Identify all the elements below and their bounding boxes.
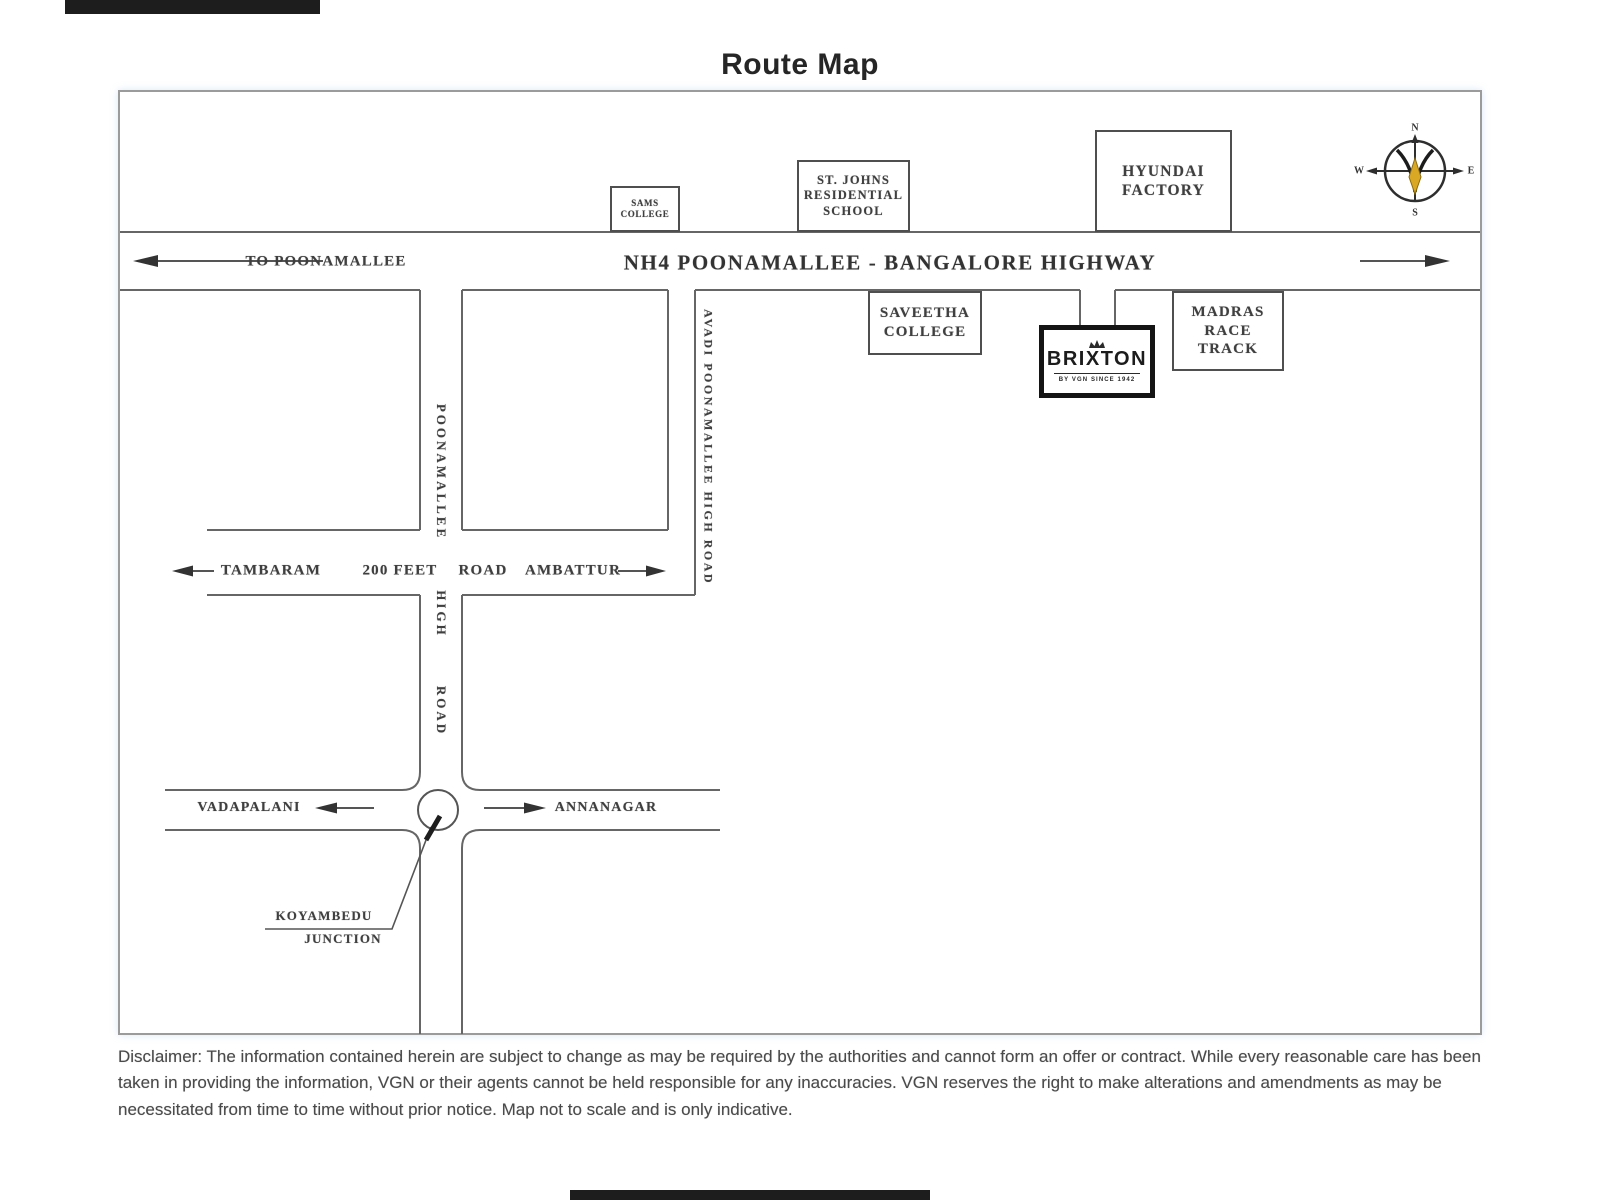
avadi-road-label: AVADI POONAMALLEE HIGH ROAD (701, 308, 716, 586)
annanagar-label: ANNANAGAR (554, 800, 658, 815)
race-track-line1: MADRAS (1191, 303, 1265, 320)
sams-college-line1: SAMS (631, 197, 659, 208)
st-johns-line2: RESIDENTIAL (803, 188, 904, 203)
compass-west-label: W (1354, 165, 1364, 177)
saveetha-line1: SAVEETHA (879, 305, 971, 322)
disclaimer-text: Disclaimer: The information contained herein are subject to change as may be required by the authorities and cannot form an offer or contract. While every reasonable care has been taken in providing the information, VGN or their agents cannot be held responsible for any inaccuracies. VGN reserves the right to make alterations and amendments as may be necessitated from time to time without prior notice. Map not to scale and is only indicative. (118, 1047, 1481, 1119)
st-johns-line3: SCHOOL (823, 203, 884, 218)
crown-icon (1088, 340, 1106, 348)
poonamallee-high-road-lines (165, 290, 720, 1034)
brixton-logo-box (1039, 325, 1155, 398)
koyambedu-label-line1: KOYAMBEDU (275, 908, 373, 923)
highway-name-label: NH4 POONAMALLEE - BANGALORE HIGHWAY (623, 250, 1157, 275)
saveetha-line2: COLLEGE (883, 324, 967, 340)
st-johns-school-box (797, 160, 910, 232)
poonamallee-high-road-word3: ROAD (434, 685, 449, 737)
madras-race-track-box (1172, 291, 1284, 371)
poonamallee-high-road-word1: POONAMALLEE (434, 403, 449, 541)
avadi-road-lines (668, 290, 695, 595)
saveetha-college-box (868, 291, 982, 355)
to-poonamallee-label: TO POONAMALLEE (245, 253, 407, 270)
brixton-rule (1054, 373, 1140, 374)
sams-college-box (610, 186, 680, 232)
race-track-line2: RACE TRACK (1197, 322, 1259, 358)
hyundai-line1: HYUNDAI (1122, 162, 1205, 180)
page-title: Route Map (721, 48, 879, 81)
vadapalani-label: VADAPALANI (197, 800, 301, 815)
compass-icon (1366, 134, 1464, 202)
compass-north-label: N (1411, 122, 1419, 134)
tambaram-label: TAMBARAM (220, 562, 322, 579)
hyundai-line2: FACTORY (1121, 182, 1206, 199)
brixton-name: BRIXTON (1046, 348, 1148, 370)
poonamallee-high-road-word2: HIGH (434, 590, 449, 638)
compass-south-label: S (1412, 207, 1418, 219)
ambattur-label: AMBATTUR (525, 562, 621, 579)
cross-road-name1: 200 FEET (362, 562, 438, 579)
sams-college-line2: COLLEGE (620, 209, 670, 219)
brixton-connector-lines (1080, 290, 1115, 325)
st-johns-line1: ST. JOHNS (816, 172, 891, 187)
brixton-tagline: BY VGN SINCE 1942 (1058, 377, 1136, 383)
cross-road-name2: ROAD (458, 562, 508, 579)
hyundai-factory-box (1095, 130, 1232, 232)
compass-east-label: E (1467, 165, 1475, 177)
koyambedu-label-line2: JUNCTION (304, 931, 382, 946)
